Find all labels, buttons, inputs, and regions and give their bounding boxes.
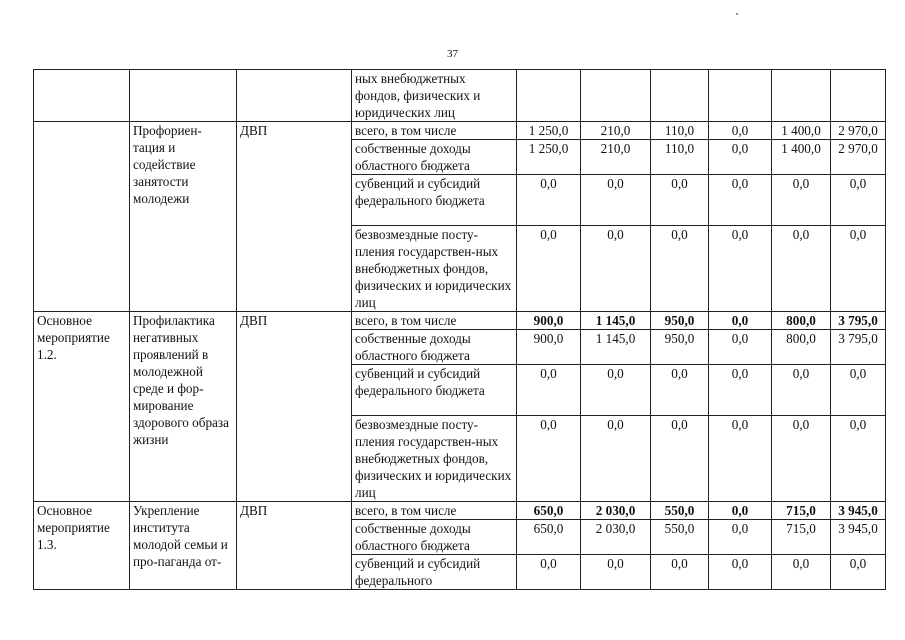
amount-cell: 0,0 <box>709 226 772 312</box>
funding-source-cell: безвозмездные посту-пления государствен-ных внебюджетных фондов, физических и юридических лиц <box>352 226 517 312</box>
funding-source-cell: субвенций и субсидий федерального <box>352 555 517 590</box>
amount-cell <box>709 70 772 122</box>
event-number-cell: Основное мероприятие 1.3. <box>34 502 130 590</box>
table-row <box>34 502 886 520</box>
amount-cell: 110,0 <box>651 140 709 175</box>
executor-cell: ДВП <box>237 312 352 502</box>
amount-cell: 1 250,0 <box>517 140 581 175</box>
amount-cell: 0,0 <box>709 175 772 226</box>
amount-cell <box>831 70 886 122</box>
amount-cell: 900,0 <box>517 312 581 330</box>
event-number-cell: Основное мероприятие 1.2. <box>34 312 130 502</box>
amount-cell: 0,0 <box>772 226 831 312</box>
amount-cell: 550,0 <box>651 520 709 555</box>
scan-artifact-dot <box>736 13 738 15</box>
amount-cell: 2 030,0 <box>581 502 651 520</box>
amount-cell: 0,0 <box>709 122 772 140</box>
amount-cell: 0,0 <box>772 555 831 590</box>
amount-cell: 650,0 <box>517 520 581 555</box>
amount-cell: 0,0 <box>581 175 651 226</box>
event-name-cell <box>130 70 237 122</box>
amount-cell: 0,0 <box>831 555 886 590</box>
amount-cell: 210,0 <box>581 140 651 175</box>
event-name-cell: Профилактика негативных проявлений в молодежной среде и фор-мирование здорового образа жизни <box>130 312 237 502</box>
amount-cell: 3 795,0 <box>831 330 886 365</box>
table-row <box>34 122 886 140</box>
funding-source-cell: всего, в том числе <box>352 312 517 330</box>
executor-cell: ДВП <box>237 122 352 312</box>
amount-cell: 1 400,0 <box>772 122 831 140</box>
amount-cell: 0,0 <box>651 175 709 226</box>
amount-cell: 0,0 <box>831 175 886 226</box>
event-number-cell <box>34 70 130 122</box>
amount-cell: 0,0 <box>517 365 581 416</box>
amount-cell: 950,0 <box>651 330 709 365</box>
funding-source-cell: субвенций и субсидий федерального бюджета <box>352 175 517 226</box>
amount-cell: 0,0 <box>831 416 886 502</box>
amount-cell: 800,0 <box>772 312 831 330</box>
amount-cell: 0,0 <box>651 416 709 502</box>
amount-cell <box>772 70 831 122</box>
amount-cell: 3 945,0 <box>831 520 886 555</box>
amount-cell: 0,0 <box>651 555 709 590</box>
funding-source-cell: ных внебюджетных фондов, физических и юридических лиц <box>352 70 517 122</box>
amount-cell: 0,0 <box>709 502 772 520</box>
amount-cell <box>581 70 651 122</box>
amount-cell: 2 970,0 <box>831 140 886 175</box>
page-number: 37 <box>447 48 458 60</box>
amount-cell: 0,0 <box>831 365 886 416</box>
event-number-cell <box>34 122 130 312</box>
amount-cell: 0,0 <box>651 226 709 312</box>
budget-table <box>33 69 886 590</box>
amount-cell: 3 795,0 <box>831 312 886 330</box>
amount-cell: 2 030,0 <box>581 520 651 555</box>
amount-cell: 210,0 <box>581 122 651 140</box>
funding-source-cell: собственные доходы областного бюджета <box>352 520 517 555</box>
amount-cell: 715,0 <box>772 502 831 520</box>
amount-cell: 0,0 <box>581 555 651 590</box>
amount-cell: 0,0 <box>517 555 581 590</box>
funding-source-cell: собственные доходы областного бюджета <box>352 330 517 365</box>
amount-cell: 110,0 <box>651 122 709 140</box>
executor-cell <box>237 70 352 122</box>
executor-cell: ДВП <box>237 502 352 590</box>
amount-cell: 2 970,0 <box>831 122 886 140</box>
funding-source-cell: безвозмездные посту-пления государствен-ных внебюджетных фондов, физических и юридических лиц <box>352 416 517 502</box>
amount-cell: 550,0 <box>651 502 709 520</box>
amount-cell: 0,0 <box>709 555 772 590</box>
amount-cell: 0,0 <box>581 365 651 416</box>
amount-cell: 0,0 <box>831 226 886 312</box>
amount-cell <box>517 70 581 122</box>
amount-cell: 0,0 <box>709 312 772 330</box>
amount-cell <box>651 70 709 122</box>
table-row <box>34 312 886 330</box>
funding-source-cell: всего, в том числе <box>352 122 517 140</box>
amount-cell: 1 400,0 <box>772 140 831 175</box>
event-name-cell: Укрепление института молодой семьи и про-паганда от- <box>130 502 237 590</box>
amount-cell: 0,0 <box>709 140 772 175</box>
funding-source-cell: субвенций и субсидий федерального бюджета <box>352 365 517 416</box>
amount-cell: 0,0 <box>581 416 651 502</box>
amount-cell: 800,0 <box>772 330 831 365</box>
amount-cell: 1 145,0 <box>581 312 651 330</box>
amount-cell: 0,0 <box>772 365 831 416</box>
event-name-cell: Профориен-тация и содействие занятости молодежи <box>130 122 237 312</box>
amount-cell: 0,0 <box>772 175 831 226</box>
amount-cell: 650,0 <box>517 502 581 520</box>
table-row <box>34 70 886 122</box>
amount-cell: 0,0 <box>772 416 831 502</box>
funding-source-cell: всего, в том числе <box>352 502 517 520</box>
amount-cell: 950,0 <box>651 312 709 330</box>
amount-cell: 0,0 <box>709 520 772 555</box>
amount-cell: 0,0 <box>517 226 581 312</box>
amount-cell: 3 945,0 <box>831 502 886 520</box>
table-body <box>34 70 886 590</box>
amount-cell: 1 250,0 <box>517 122 581 140</box>
amount-cell: 715,0 <box>772 520 831 555</box>
amount-cell: 0,0 <box>709 330 772 365</box>
amount-cell: 900,0 <box>517 330 581 365</box>
funding-source-cell: собственные доходы областного бюджета <box>352 140 517 175</box>
amount-cell: 0,0 <box>581 226 651 312</box>
amount-cell: 0,0 <box>651 365 709 416</box>
amount-cell: 0,0 <box>709 416 772 502</box>
amount-cell: 0,0 <box>709 365 772 416</box>
amount-cell: 0,0 <box>517 175 581 226</box>
amount-cell: 1 145,0 <box>581 330 651 365</box>
amount-cell: 0,0 <box>517 416 581 502</box>
